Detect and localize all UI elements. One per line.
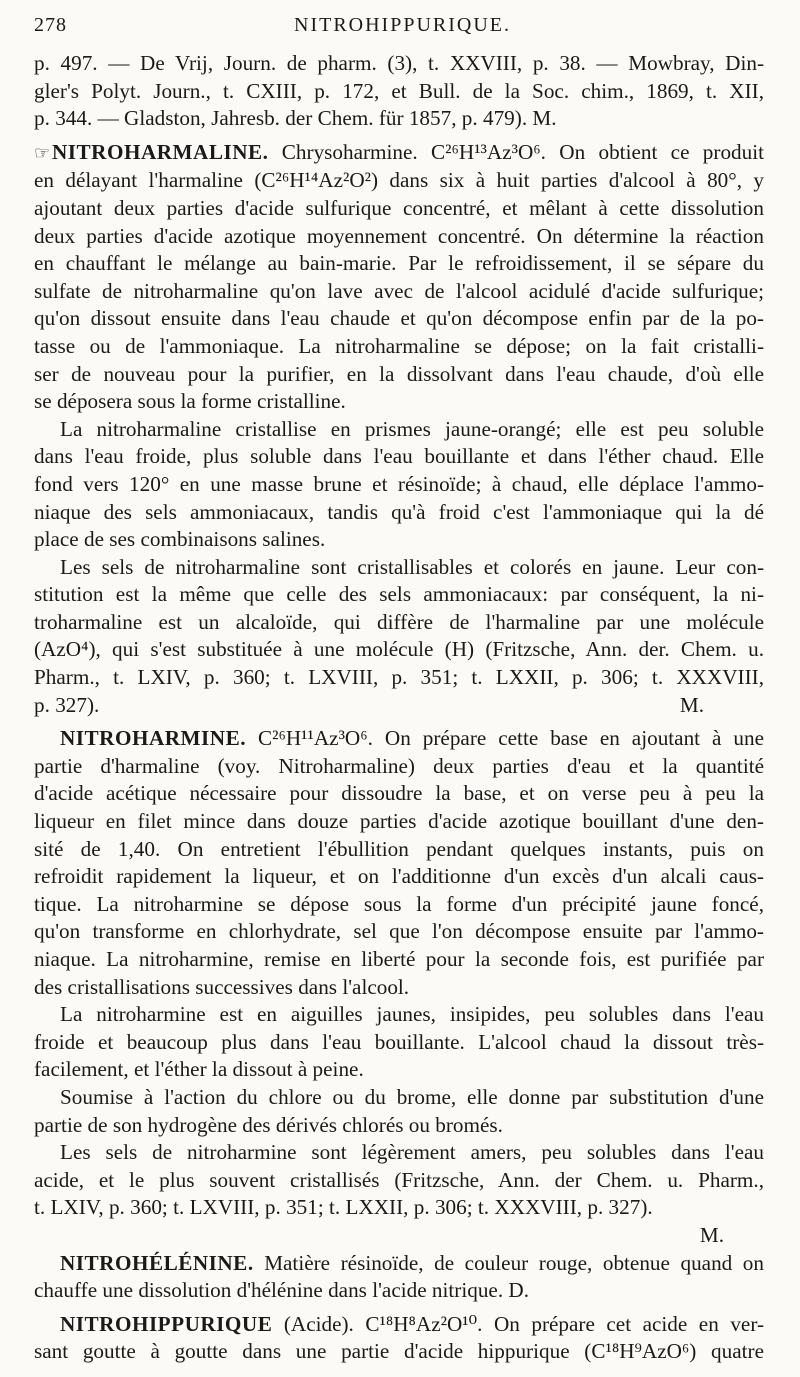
- text-line: stitution est la même que celle des sels ammoniacaux: par conséquent, la ni-: [34, 582, 764, 607]
- text-line: acide, et le plus souvent cristallisés (Fritzsche, Ann. der Chem. u. Pharm.,: [34, 1167, 764, 1192]
- text-line: se déposera sous la forme cristalline.: [34, 389, 346, 414]
- text-line: [34, 139, 764, 168]
- text-line: [34, 692, 764, 720]
- text-line: partie de son hydrogène des dérivés chlorés ou bromés.: [34, 1112, 503, 1137]
- text-line: liqueur en filet mince dans douze parties d'acide azotique bouillant d'une den-: [34, 809, 764, 834]
- text-line: qu'on dissout ensuite dans l'eau chaude et qu'on décompose enfin par de la po-: [34, 306, 764, 331]
- entry-title: NITROHIPPURIQUE: [60, 1311, 273, 1336]
- text-line: niaque. La nitroharmine, remise en liberté pour la seconde fois, est purifiée par: [34, 947, 764, 971]
- text-line: Les sels de nitroharmine sont légèrement amers, peu solubles dans l'eau: [60, 1140, 764, 1165]
- text-line: d'acide acétique nécessaire pour dissoudre la base, et on verse peu à peu la: [34, 781, 764, 806]
- text-line: niaque des sels ammoniacaux, tandis qu'à froid c'est l'ammoniaque qui la dé: [34, 499, 764, 524]
- text-line: facilement, et l'éther la dissout à peine.: [34, 1057, 364, 1082]
- text-line: en délayant l'harmaline (C²⁶H¹⁴Az²O²) dans six à huit parties d'alcool à 80°, y: [34, 168, 764, 193]
- text-line: La nitroharmaline cristallise en prismes jaune-orangé; elle est peu soluble: [60, 416, 764, 441]
- running-title: NITROHIPPURIQUE.: [294, 14, 511, 36]
- page-header: [34, 14, 764, 50]
- text-line: froide et beaucoup plus dans l'eau bouillante. L'alcool chaud la dissout très-: [34, 1029, 764, 1054]
- text-line: p. 497. — De Vrij, Journ. de pharm. (3), t. XXVIII, p. 38. — Mowbray, Din-: [34, 51, 764, 75]
- text-line: troharmaline est un alcaloïde, qui diffère de l'harmaline par une molécule: [34, 609, 764, 634]
- entry-nitrohippurique: [34, 1311, 764, 1366]
- text-line: tasse ou de l'ammoniaque. La nitroharmaline se dépose; on la fait cristalli-: [34, 333, 764, 358]
- text-line: sulfate de nitroharmaline qu'on lave avec de l'alcool acidulé d'acide sulfurique;: [34, 278, 764, 303]
- entry-title: NITROHÉLÉNINE.: [60, 1250, 254, 1275]
- pointing-hand-icon: ☞: [34, 142, 51, 163]
- text-line: [34, 1250, 764, 1278]
- entry-title: NITROHARMINE.: [60, 726, 247, 751]
- entry-nitrohelenine: [34, 1250, 764, 1305]
- page-number: 278: [34, 14, 67, 36]
- text-line: Soumise à l'action du chlore ou du brome, elle donne par substitution d'une: [60, 1084, 764, 1109]
- text-line: deux parties d'acide azotique moyennement concentré. On détermine la réaction: [34, 223, 764, 248]
- text-line: fond vers 120° en une masse brune et résinoïde; à chaud, elle déplace l'ammo-: [34, 471, 764, 496]
- text-line: [34, 725, 764, 753]
- text-line: sant goutte à goutte dans une partie d'acide hippurique (C¹⁸H⁹AzO⁶) quatre: [34, 1339, 764, 1364]
- text-line: Pharm., t. LXIV, p. 360; t. LXVIII, p. 351; t. LXXII, p. 306; t. XXXVIII,: [34, 665, 764, 690]
- author-sign: M.: [679, 692, 704, 717]
- text-line: refroidit rapidement la liqueur, et on l'additionne d'un excès d'un alcali caus-: [34, 864, 764, 889]
- text-line: p. 344. — Gladston, Jahresb. der Chem. für 1857, p. 479). M.: [34, 106, 557, 131]
- text-line: chauffe une dissolution d'hélénine dans l'acide nitrique. D.: [34, 1278, 530, 1303]
- text-line: La nitroharmine est en aiguilles jaunes, insipides, peu solubles dans l'eau: [60, 1002, 764, 1027]
- text-run: Matière résinoïde, de couleur rouge, obtenue quand on: [264, 1250, 764, 1275]
- text-run: (Acide). C¹⁸H⁸Az²O¹⁰. On prépare cet acide en ver-: [283, 1311, 764, 1336]
- text-line: t. LXIV, p. 360; t. LXVIII, p. 351; t. LXXII, p. 306; t. XXXVIII, p. 327).: [34, 1195, 653, 1220]
- text-line: qu'on transforme en chlorhydrate, sel que l'on décompose ensuite par l'ammo-: [34, 919, 764, 944]
- text-line: ser de nouveau pour la purifier, en la dissolvant dans l'eau chaude, d'où elle: [34, 361, 764, 386]
- text-run: Chrysoharmine. C²⁶H¹³Az³O⁶. On obtient ce produit: [281, 139, 764, 164]
- entry-title: NITROHARMALINE.: [52, 139, 269, 164]
- text-line: gler's Polyt. Journ., t. CXIII, p. 172, et Bull. de la Soc. chim., 1869, t. XII,: [34, 78, 764, 103]
- text-line: en chauffant le mélange au bain-marie. Par le refroidissement, il se sépare du: [34, 251, 764, 276]
- text-run: p. 327).: [34, 692, 100, 717]
- text-line: dans l'eau froide, plus soluble dans l'eau bouillante et dans l'éther chaud. Elle: [34, 444, 764, 469]
- text-line: tique. La nitroharmine se dépose sous la forme d'un précipité jaune foncé,: [34, 891, 764, 916]
- text-run: C²⁶H¹¹Az³O⁶. On prépare cette base en ajoutant à une: [258, 726, 765, 751]
- text-line: (AzO⁴), qui s'est substituée à une molécule (H) (Fritzsche, Ann. der. Chem. u.: [34, 637, 764, 662]
- entry-nitroharmaline: [34, 139, 764, 719]
- entry-nitroharmine: [34, 725, 764, 1249]
- prev-entry: [34, 50, 764, 133]
- text-line: Les sels de nitroharmaline sont cristallisables et colorés en jaune. Leur con-: [60, 554, 764, 579]
- author-sign: M.: [699, 1222, 724, 1247]
- text-line: ajoutant deux parties d'acide sulfurique concentré, et mêlant à cette dissolution: [34, 195, 764, 220]
- text-line: sité de 1,40. On entretient l'ébullition pendant quelques instants, puis on: [34, 836, 764, 861]
- text-line: [34, 1311, 764, 1339]
- text-line: place de ses combinaisons salines.: [34, 527, 326, 552]
- text-line: partie d'harmaline (voy. Nitroharmaline) deux parties d'eau et la quantité: [34, 753, 764, 778]
- text-line: des cristallisations successives dans l'alcool.: [34, 974, 410, 999]
